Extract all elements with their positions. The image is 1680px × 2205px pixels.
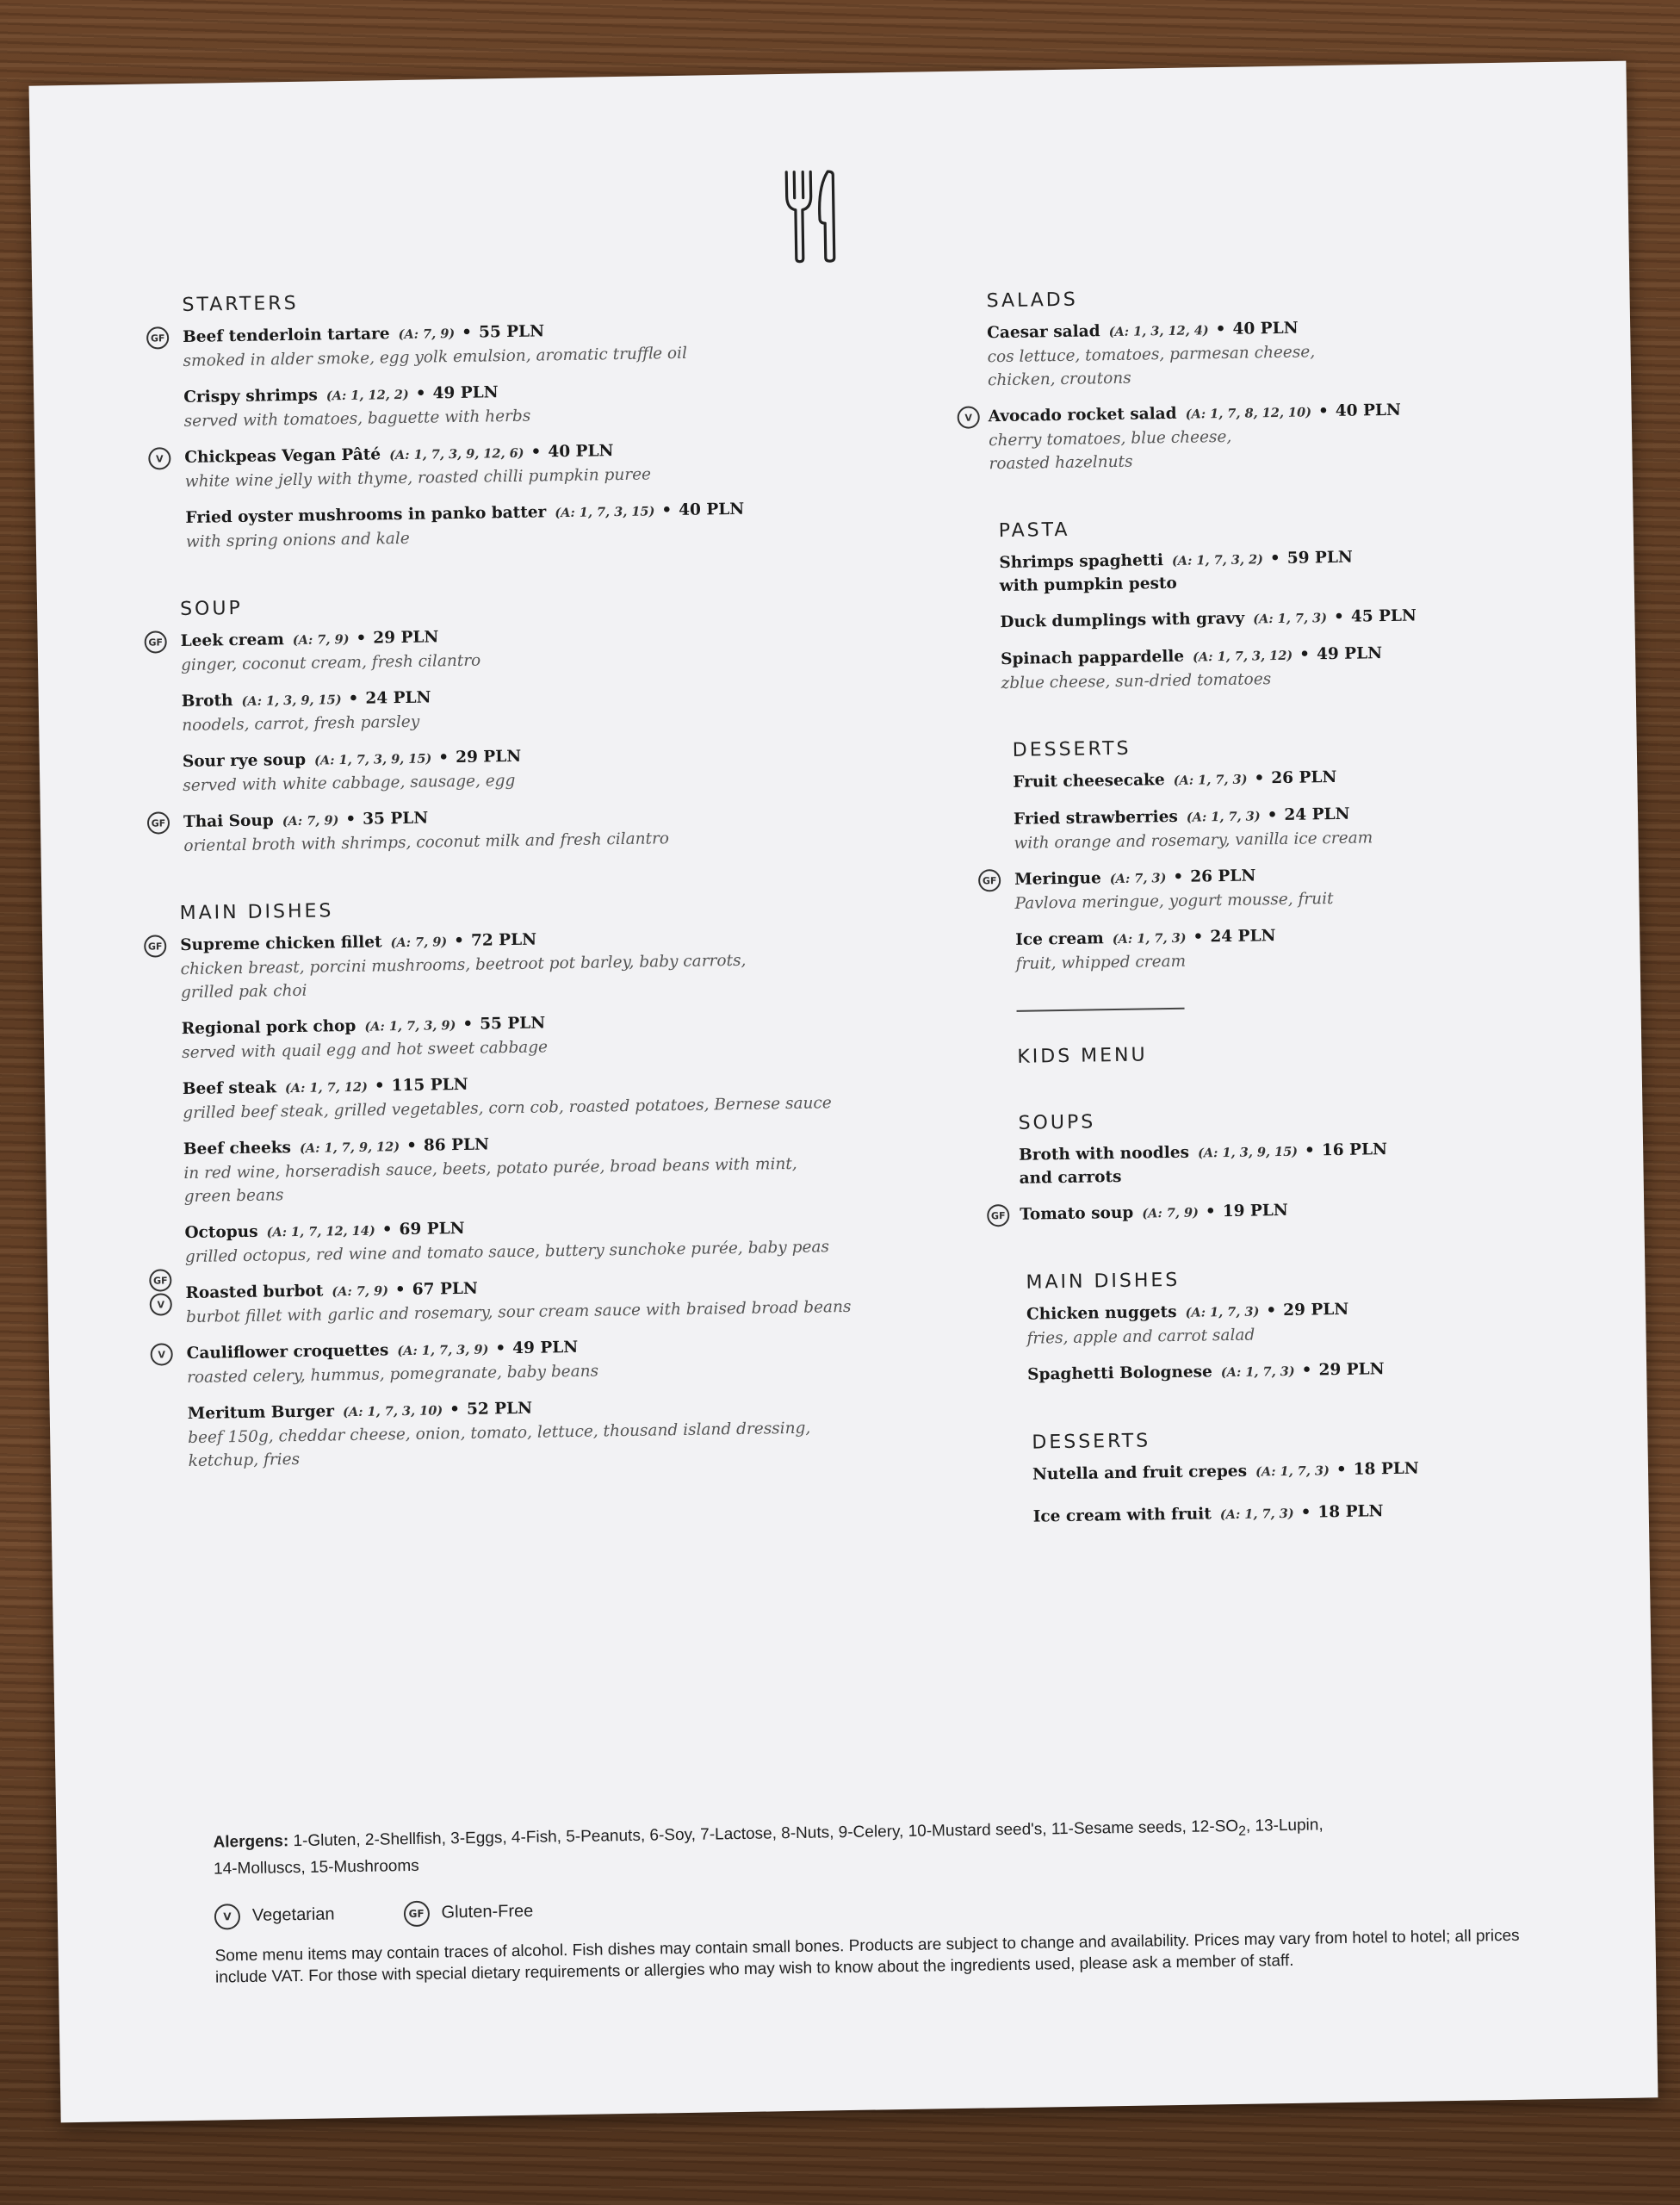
allergens-text: , 13-Lupin, <box>1245 1816 1324 1835</box>
item-name: Cauliflower croquettes <box>186 1341 389 1363</box>
menu-item: GF Meringue (A: 7, 3) • 26 PLN Pavlova meringue, yogurt mousse, fruit <box>1014 860 1547 916</box>
item-allergens: (A: 7, 9) <box>292 631 350 648</box>
item-price: 19 PLN <box>1222 1201 1288 1221</box>
menu-item: Crispy shrimps (A: 1, 12, 2) • 49 PLN served with tomatoes, baguette with herbs <box>183 374 982 433</box>
item-name: Chickpeas Vegan Pâté <box>184 445 381 467</box>
item-name: Crispy shrimps <box>183 386 318 407</box>
gluten-free-icon: GF <box>987 1204 1009 1227</box>
kids-menu-title: KIDS MENU <box>1017 1044 1148 1068</box>
item-name: Meritum Burger <box>187 1402 335 1424</box>
item-description: green beans <box>183 1186 284 1207</box>
item-name: Roasted burbot <box>185 1282 324 1303</box>
item-allergens: (A: 1, 7, 3, 10) <box>342 1403 443 1420</box>
kids-menu-divider <box>1017 1008 1185 1012</box>
item-price: 29 PLN <box>373 628 439 648</box>
item-name: Octopus <box>184 1222 258 1243</box>
desserts-section <box>982 731 1548 976</box>
item-description: served with tomatoes, baguette with herbs <box>183 407 531 431</box>
item-allergens: (A: 1, 7, 3) <box>1220 1363 1295 1381</box>
item-description: ketchup, fries <box>188 1450 301 1471</box>
allergens-subscript: 2 <box>1238 1823 1247 1839</box>
item-price: 52 PLN <box>466 1399 533 1419</box>
item-name: Ice cream <box>1015 929 1104 949</box>
item-price: 67 PLN <box>412 1279 478 1299</box>
item-price: 24 PLN <box>1284 804 1350 824</box>
item-price: 18 PLN <box>1317 1502 1384 1522</box>
right-column <box>964 282 1557 1544</box>
kids-main-section <box>1001 1264 1554 1388</box>
item-allergens: (A: 1, 7, 3, 12) <box>1192 648 1293 665</box>
allergens-text: 14-Molluscs, 15-Mushrooms <box>213 1856 419 1879</box>
item-price: 72 PLN <box>470 930 537 950</box>
item-price: 29 PLN <box>455 747 522 767</box>
section-title: PASTA <box>998 519 1070 543</box>
salads-section <box>964 282 1540 475</box>
item-price: 40 PLN <box>1232 319 1299 339</box>
menu-item: Broth (A: 1, 3, 9, 15) • 24 PLN noodels, carrot, fresh parsley <box>182 678 987 737</box>
legend-vegetarian: Vegetarian <box>251 1904 335 1926</box>
vegetarian-icon: V <box>148 447 170 469</box>
legend-gluten-free: Gluten-Free <box>441 1902 534 1922</box>
item-allergens: (A: 1, 12, 2) <box>325 387 409 404</box>
item-allergens: (A: 1, 7, 12, 14) <box>266 1223 375 1240</box>
item-description: ginger, coconut cream, fresh cilantro <box>180 651 481 675</box>
menu-item: Nutella and fruit crepes (A: 1, 7, 3) • 18 PLN <box>1032 1459 1419 1484</box>
item-description: with spring onions and kale <box>185 529 410 551</box>
gluten-free-icon: GF <box>403 1900 429 1926</box>
item-price: 24 PLN <box>365 688 431 708</box>
item-price: 26 PLN <box>1271 767 1337 788</box>
item-price: 29 PLN <box>1318 1360 1385 1380</box>
item-name: Avocado rocket salad <box>988 404 1177 426</box>
menu-item: GF Beef tenderloin tartare (A: 7, 9) • 55 PLN smoked in alder smoke, egg yolk emulsion, aromatic truffle oil <box>183 314 981 373</box>
menu-item: V Chickpeas Vegan Pâté (A: 1, 7, 3, 9, 12, 6) • 40 PLN white wine jelly with thyme, roasted chilli pumpkin puree <box>184 434 983 494</box>
item-allergens: (A: 7, 9) <box>1142 1205 1200 1221</box>
item-name: Leek cream <box>180 630 284 651</box>
menu-item: Shrimps spaghetti (A: 1, 7, 3, 2) • 59 PLN with pumpkin pesto <box>999 543 1542 598</box>
item-allergens: (A: 1, 7, 3) <box>1255 1463 1330 1480</box>
pasta-section <box>990 512 1544 695</box>
item-description: white wine jelly with thyme, roasted chilli pumpkin puree <box>184 465 652 491</box>
item-name: Meringue <box>1014 869 1101 889</box>
menu-item: GF Leek cream (A: 7, 9) • 29 PLN ginger, coconut cream, fresh cilantro <box>180 618 985 677</box>
menu-item: Beef steak (A: 1, 7, 12) • 115 PLN grilled beef steak, grilled vegetables, corn cob, roasted potatoes, Bernese sauce <box>183 1065 993 1125</box>
menu-item: GF Thai Soup (A: 7, 9) • 35 PLN oriental broth with shrimps, coconut milk and fresh cilantro <box>183 798 989 858</box>
item-description: smoked in alder smoke, egg yolk emulsion, aromatic truffle oil <box>183 344 688 370</box>
item-description: cos lettuce, tomatoes, parmesan cheese, <box>987 343 1316 367</box>
menu-item: Caesar salad (A: 1, 3, 12, 4) • 40 PLN cos lettuce, tomatoes, parmesan cheese, chicken, croutons <box>987 314 1539 392</box>
item-allergens: (A: 1, 7, 9, 12) <box>299 1140 400 1156</box>
item-allergens: (A: 1, 7, 12) <box>284 1079 369 1096</box>
item-allergens: (A: 1, 7, 3) <box>1253 611 1328 627</box>
section-title: DESSERTS <box>1032 1430 1151 1454</box>
item-name: Thai Soup <box>183 811 274 831</box>
item-allergens: (A: 7, 3) <box>1109 871 1167 887</box>
menu-item: Ice cream (A: 1, 7, 3) • 24 PLN fruit, whipped cream <box>1015 921 1548 976</box>
menu-item: GF V Roasted burbot (A: 7, 9) • 67 PLN burbot fillet with garlic and rosemary, sour cream sauce with braised broad beans <box>185 1270 995 1329</box>
item-allergens: (A: 1, 7, 3) <box>1173 772 1248 788</box>
item-description: roasted hazelnuts <box>989 452 1133 474</box>
item-name: Beef steak <box>182 1078 277 1099</box>
item-description: burbot fillet with garlic and rosemary, sour cream sauce with braised broad beans <box>185 1297 852 1327</box>
item-name: Sour rye soup <box>182 750 307 772</box>
gluten-free-icon: GF <box>144 935 166 957</box>
item-allergens: (A: 1, 7, 3, 9, 15) <box>313 751 432 768</box>
item-price: 49 PLN <box>432 383 499 403</box>
item-name: Fried strawberries <box>1013 807 1178 829</box>
item-allergens: (A: 1, 7, 3) <box>1219 1506 1294 1523</box>
item-description: roasted celery, hummus, pomegranate, baby beans <box>186 1362 599 1388</box>
item-name: Shrimps spaghetti <box>999 551 1164 573</box>
item-description: served with white cabbage, sausage, egg <box>183 771 516 796</box>
item-allergens: (A: 1, 7, 3) <box>1186 809 1261 825</box>
fork-and-knife-icon <box>779 168 843 265</box>
item-price: 40 PLN <box>679 500 745 519</box>
item-name: Fried oyster mushrooms in panko batter <box>185 503 547 527</box>
allergens-text: 1-Gluten, 2-Shellfish, 3-Eggs, 4-Fish, 5-Peanuts, 6-Soy, 7-Lactose, 8-Nuts, 9-Celery, 10-Mustard seed's, 11-Sesame seeds, 12-SO <box>293 1817 1239 1851</box>
menu-item: Fruit cheesecake (A: 1, 7, 3) • 26 PLN <box>1013 767 1337 792</box>
menu-item: Chicken nuggets (A: 1, 7, 3) • 29 PLN fries, apple and carrot salad <box>1026 1295 1554 1351</box>
item-name: Caesar salad <box>987 322 1100 343</box>
vegetarian-icon: V <box>150 1293 172 1315</box>
menu-item: Sour rye soup (A: 1, 7, 3, 9, 15) • 29 PLN served with white cabbage, sausage, egg <box>183 738 988 798</box>
menu-paper <box>29 61 1658 2123</box>
item-allergens: (A: 1, 7, 3, 15) <box>555 504 655 521</box>
section-title: SOUPS <box>1018 1111 1096 1134</box>
item-price: 49 PLN <box>512 1338 579 1358</box>
item-price: 35 PLN <box>363 809 429 829</box>
allergens-label: Alergens: <box>213 1832 289 1852</box>
item-name: Regional pork chop <box>181 1016 356 1039</box>
menu-item: Octopus (A: 1, 7, 12, 14) • 69 PLN grilled octopus, red wine and tomato sauce, buttery sunchoke purée, baby peas <box>184 1209 995 1269</box>
item-allergens: (A: 1, 7, 3, 9) <box>397 1342 489 1359</box>
legend <box>214 1884 1523 1930</box>
item-price: 24 PLN <box>1210 927 1276 947</box>
item-description: served with quail egg and hot sweet cabbage <box>182 1038 549 1063</box>
item-allergens: (A: 1, 7, 3) <box>1112 930 1187 947</box>
item-description: with orange and rosemary, vanilla ice cream <box>1014 829 1373 853</box>
item-name: Duck dumplings with gravy <box>1000 609 1245 632</box>
item-price: 49 PLN <box>1316 644 1383 664</box>
item-name: Beef cheeks <box>183 1139 292 1159</box>
item-allergens: (A: 7, 9) <box>390 935 448 951</box>
item-price: 115 PLN <box>391 1075 468 1096</box>
item-description: oriental broth with shrimps, coconut milk and fresh cilantro <box>183 829 670 855</box>
allergen-list <box>213 1811 1522 1880</box>
item-price: 45 PLN <box>1350 606 1417 626</box>
disclaimer-text: Some menu items may contain traces of alcohol. Fish dishes may contain small bones. Products are subject to change and availability. Prices may vary from hotel to hotel; all prices include VAT. For those with special dietary requirements or allergies who may wish to know about the ingredients used, please ask a member of staff. <box>214 1926 1520 1987</box>
item-name: Broth <box>181 692 233 711</box>
gluten-free-icon: GF <box>144 630 166 653</box>
menu-item: V Cauliflower croquettes (A: 1, 7, 3, 9) • 49 PLN roasted celery, hummus, pomegranate, baby beans <box>186 1330 996 1389</box>
item-allergens: (A: 7, 9) <box>398 326 456 343</box>
item-name: Spaghetti Bolognese <box>1027 1363 1213 1384</box>
item-price: 40 PLN <box>1335 401 1402 420</box>
soup-section <box>148 586 989 858</box>
item-description: Pavlova meringue, yogurt mousse, fruit <box>1014 890 1334 913</box>
vegetarian-icon: V <box>150 1343 172 1365</box>
menu-item: Spinach pappardelle (A: 1, 7, 3, 12) • 49 PLN zblue cheese, sun-dried tomatoes <box>1001 640 1544 695</box>
item-allergens: (A: 1, 7, 3, 9, 12, 6) <box>388 445 524 463</box>
menu-item: Regional pork chop (A: 1, 7, 3, 9) • 55 PLN served with quail egg and hot sweet cabbage <box>182 1005 992 1065</box>
menu-item: Duck dumplings with gravy (A: 1, 7, 3) • 45 PLN <box>1000 606 1417 632</box>
item-price: 69 PLN <box>399 1219 465 1239</box>
item-price: 16 PLN <box>1321 1140 1388 1160</box>
menu-footer <box>213 1811 1524 1989</box>
item-name: Beef tenderloin tartare <box>182 325 390 346</box>
item-name: Ice cream with fruit <box>1032 1505 1212 1526</box>
item-description: grilled beef steak, grilled vegetables, corn cob, roasted potatoes, Bernese sauce <box>183 1094 832 1123</box>
item-allergens: (A: 1, 3, 9, 15) <box>241 693 342 709</box>
item-allergens: (A: 7, 9) <box>332 1283 389 1300</box>
item-allergens: (A: 1, 3, 12, 4) <box>1108 323 1209 340</box>
menu-item: Fried oyster mushrooms in panko batter (A: 1, 7, 3, 15) • 40 PLN with spring onions and kale <box>185 494 983 554</box>
vegetarian-icon: V <box>958 406 980 428</box>
section-title: SOUP <box>179 597 243 621</box>
item-price: 18 PLN <box>1353 1459 1419 1479</box>
item-name: Tomato soup <box>1020 1203 1134 1224</box>
item-allergens: (A: 1, 3, 9, 15) <box>1197 1144 1299 1161</box>
item-price: 40 PLN <box>548 442 614 462</box>
item-description: beef 150g, cheddar cheese, onion, tomato, lettuce, thousand island dressing, <box>188 1419 811 1448</box>
item-description: zblue cheese, sun-dried tomatoes <box>1001 670 1272 693</box>
item-name: Spinach pappardelle <box>1000 647 1185 669</box>
item-allergens: (A: 1, 7, 3) <box>1185 1304 1260 1320</box>
kids-soups-section <box>990 1104 1552 1227</box>
item-description: chicken breast, porcini mushrooms, beetroot pot barley, baby carrots, <box>180 951 747 979</box>
gluten-free-icon: GF <box>149 1269 171 1291</box>
item-name-continued: with pumpkin pesto <box>999 574 1177 596</box>
item-price: 55 PLN <box>478 322 545 342</box>
item-description: noodels, carrot, fresh parsley <box>182 712 420 736</box>
section-title: MAIN DISHES <box>179 900 334 925</box>
section-title: STARTERS <box>182 292 299 316</box>
item-price: 86 PLN <box>423 1135 490 1155</box>
menu-item: Broth with noodles (A: 1, 3, 9, 15) • 16 PLN and carrots <box>1019 1136 1552 1190</box>
item-description: cherry tomatoes, blue cheese, <box>988 427 1232 450</box>
gluten-free-icon: GF <box>147 811 170 834</box>
item-allergens: (A: 1, 7, 3, 9) <box>364 1018 456 1034</box>
item-name: Supreme chicken fillet <box>180 933 382 955</box>
section-title: DESSERTS <box>1012 737 1131 761</box>
item-name: Nutella and fruit crepes <box>1032 1462 1248 1484</box>
item-name: Fruit cheesecake <box>1013 771 1165 792</box>
item-description: fries, apple and carrot salad <box>1026 1326 1255 1348</box>
gluten-free-icon: GF <box>146 326 169 349</box>
menu-item: Meritum Burger (A: 1, 7, 3, 10) • 52 PLN beef 150g, cheddar cheese, onion, tomato, lettuce, thousand island dressing, ketchup, fries <box>188 1390 998 1473</box>
menu-item: Beef cheeks (A: 1, 7, 9, 12) • 86 PLN in red wine, horseradish sauce, beets, potato purée, broad beans with mint, green beans <box>183 1126 994 1208</box>
menu-item: Fried strawberries (A: 1, 7, 3) • 24 PLN with orange and rosemary, vanilla ice cream <box>1014 800 1547 855</box>
menu-item: GF Supreme chicken fillet (A: 7, 9) • 72 PLN chicken breast, porcini mushrooms, beetroot pot barley, baby carrots, grilled pak choi <box>180 922 990 1004</box>
left-column <box>147 282 998 1518</box>
gluten-free-icon: GF <box>978 869 1001 891</box>
vegetarian-icon: V <box>214 1904 240 1929</box>
item-description: grilled octopus, red wine and tomato sauce, buttery sunchoke purée, baby peas <box>184 1238 830 1267</box>
menu-item: Ice cream with fruit (A: 1, 7, 3) • 18 PLN <box>1032 1502 1384 1526</box>
item-price: 59 PLN <box>1286 548 1353 568</box>
item-description: grilled pak choi <box>180 981 307 1003</box>
item-price: 55 PLN <box>480 1014 546 1034</box>
kids-desserts-section <box>1004 1424 1557 1530</box>
menu-item: Spaghetti Bolognese (A: 1, 7, 3) • 29 PLN <box>1027 1360 1385 1384</box>
item-description: chicken, croutons <box>987 369 1131 390</box>
menu-item: V Avocado rocket salad (A: 1, 7, 8, 12, 10) • 40 PLN cherry tomatoes, blue cheese, roasted hazelnuts <box>989 397 1541 475</box>
item-name-continued: and carrots <box>1019 1167 1122 1188</box>
item-allergens: (A: 1, 7, 3, 2) <box>1171 552 1264 568</box>
item-description: fruit, whipped cream <box>1015 952 1187 973</box>
item-allergens: (A: 7, 9) <box>282 813 339 829</box>
section-title: MAIN DISHES <box>1026 1269 1181 1294</box>
item-description: in red wine, horseradish sauce, beets, potato purée, broad beans with mint, <box>183 1154 797 1183</box>
starters-section <box>150 282 983 554</box>
item-name: Chicken nuggets <box>1026 1302 1177 1324</box>
main-dishes-section <box>147 890 997 1473</box>
section-title: SALADS <box>986 289 1078 313</box>
item-allergens: (A: 1, 7, 8, 12, 10) <box>1185 405 1312 422</box>
item-price: 29 PLN <box>1283 1300 1349 1320</box>
menu-item: GF Tomato soup (A: 7, 9) • 19 PLN <box>1020 1196 1552 1227</box>
item-price: 26 PLN <box>1190 866 1256 886</box>
item-name: Broth with noodles <box>1019 1143 1190 1165</box>
